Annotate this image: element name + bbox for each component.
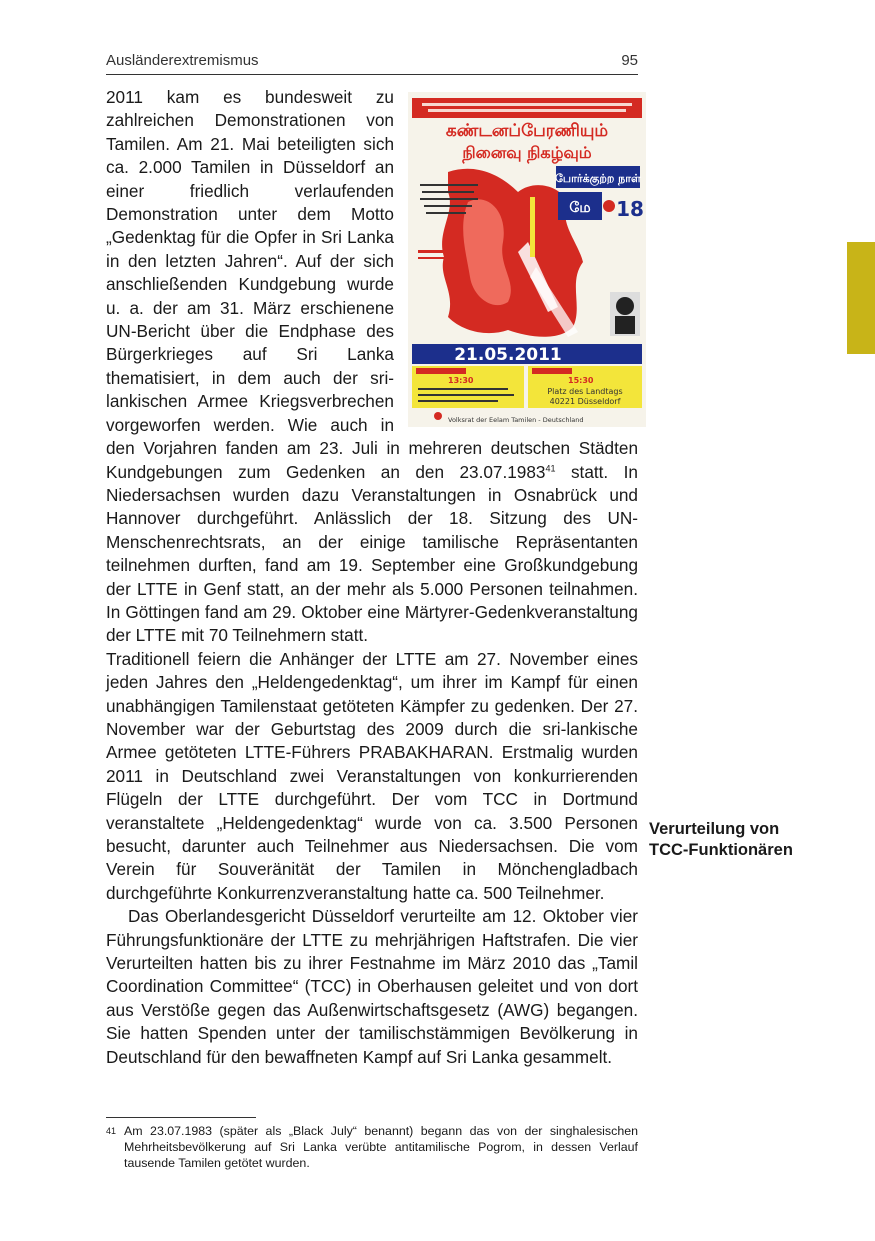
margin-note-line2: TCC-Funktionären [649, 841, 793, 859]
paragraph-3: Das Oberlandesgericht Düsseldorf verurteilte am 12. Oktober vier Führungsfunktionäre der LTTE zu mehrjährigen Haftstrafen. Die vier Verurteilten hatten bis zu ihrer Festnahme im März 2010 das „Tamil Coordination Committee“ (TCC) in Oberhausen geleitet und von dort aus Verstöße gegen das Außenwirtschaftsgesetz (AWG) begangen. Sie hatten Spenden unter der tamilischstämmigen Bevölkerung in Deutschland für den bewaffneten Kampf auf Sri Lanka gesammelt. [106, 906, 638, 1067]
footnote-number: 41 [106, 1126, 117, 1136]
poster-tamil-line1: கண்டனப்பேரணியும் [445, 121, 609, 141]
paragraph-2: Traditionell feiern die Anhänger der LTTE am 27. November eines jeden Jahres den „Heldengedenktag“, um ihrer im Kampf für einen unabhängigen Tamilenstaat getöteten Kämpfer zu gedenken. Der 27. November war der Geburtstag des 2009 durch die sri-lankische Armee getöteten LTTE-Führers PRABAKHARAN. Erstmalig wurden 2011 in Deutschland zwei Veranstaltungen von konkurrierenden Flügeln der LTTE durchgeführt. Der vom TCC in Dortmund veranstaltete „Heldengedenktag“ wurde von ca. 3.500 Personen besucht, darunter auch Teilnehmer aus Niedersachsen. Die vom Verein für Souveränität der Tamilen in Mönchengladbach durchgeführte Konkurrenzveranstaltung hatte ca. 500 Teilnehmer. [106, 648, 638, 903]
poster-may-tamil: மே [569, 200, 591, 216]
margin-note-line1: Verurteilung von [649, 820, 780, 838]
page-number: 95 [621, 52, 638, 69]
main-text [106, 86, 644, 1069]
demonstration-poster-image [408, 92, 646, 427]
footnote-text: Am 23.07.1983 (später als „Black July“ benannt) begann das von der singhalesischen Mehrheitsbevölkerung auf Sri Lanka verübte antitamilische Pogrom, in dessen Verlauf tausende Tamilen getötet wurden. [124, 1124, 638, 1170]
poster-time-right: 15:30 [568, 376, 594, 385]
margin-note [649, 819, 839, 861]
poster-tamil-badge: போர்க்குற்ற நாள் [555, 172, 641, 185]
poster-time-left: 13:30 [448, 376, 474, 385]
chapter-tab-marker [847, 242, 875, 354]
footnote-41 [106, 1123, 638, 1171]
poster-footer: Volksrat der Eelam Tamilen - Deutschland [448, 416, 584, 424]
paragraph-1-text-b: statt. In Niedersachsen wurden dazu Veranstaltungen in Osnabrück und Hannover durchgeführt. Anlässlich der 18. Sitzung des UN-Menschenrechtsrats, an der einige tamilische Repräsentanten teilnehmen durften, fand am 19. September eine Großkundgebung der LTTE in Genf statt, an der mehr als 5.000 Personen teilnahmen. In Göttingen fand am 29. Oktober eine Märtyrer-Gedenkveranstaltung der LTTE mit 70 Teilnehmern statt. [106, 461, 638, 646]
poster-may-day: 18 [616, 197, 644, 221]
poster-place-line2: 40221 Düsseldorf [549, 397, 621, 406]
poster-place-line1: Platz des Landtags [547, 387, 623, 396]
running-title: Ausländerextremismus [106, 52, 259, 69]
running-header [106, 52, 638, 75]
footnote-divider [106, 1117, 256, 1118]
poster-date: 21.05.2011 [454, 345, 562, 365]
footnote-ref-41: 41 [545, 462, 556, 473]
paragraph-1-text-a: 2011 kam es bundesweit zu zahlreichen Demonstrationen von Tamilen. Am 21. Mai beteiligten sich ca. 2.000 Tamilen in Düsseldorf an einer friedlich verlaufenden Demonstration unter dem Motto „Gedenktag für die Opfer in Sri Lanka in den letzten Jahren“. Auf der sich anschließenden Kundgebung wurde u. a. der am 31. März erschienene UN-Bericht über die Endphase des Bürgerkrieges auf Sri Lanka thematisiert, in dem auch der sri-lankischen Armee Kriegsverbrechen vorgeworfen werden. Wie auch in den Vorjahren fanden am 23. Juli in mehreren deutschen Städten Kundgebungen zum Gedenken an den 23.07.1983 [106, 87, 638, 482]
paragraph-1 [106, 86, 644, 648]
poster-tamil-line2: நினைவு நிகழ்வும் [462, 143, 592, 162]
